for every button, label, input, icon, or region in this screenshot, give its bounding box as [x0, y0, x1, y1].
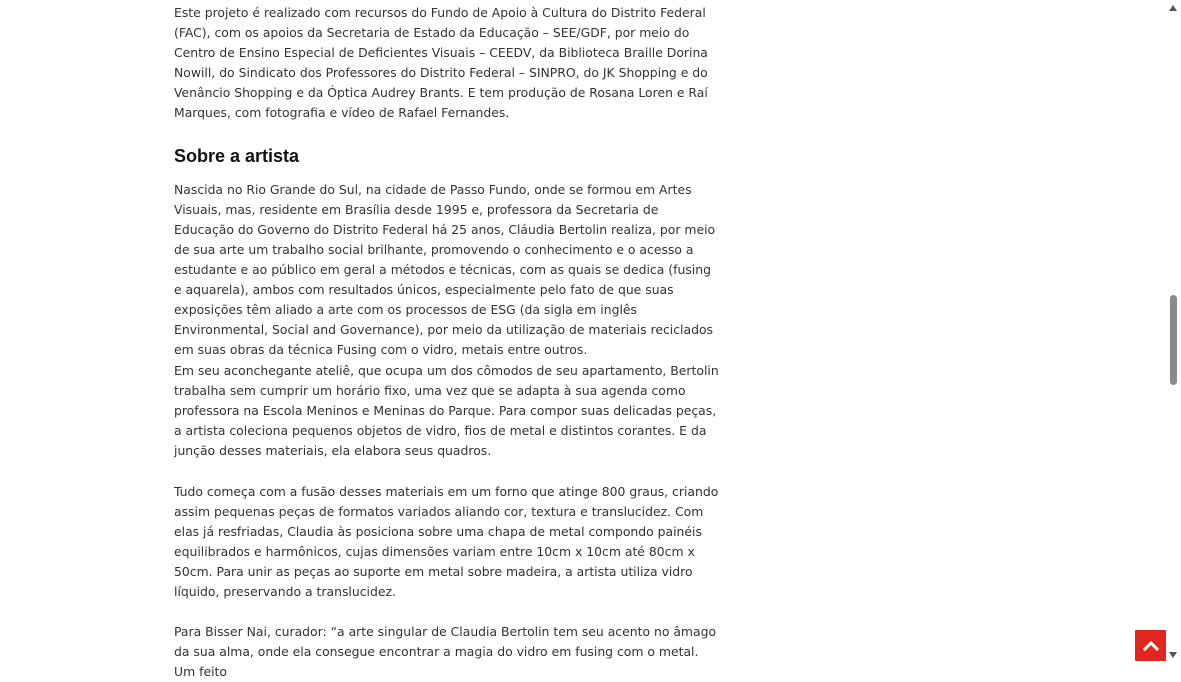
- back-to-top-button[interactable]: [1135, 630, 1166, 661]
- page-scrollbar[interactable]: [1166, 0, 1181, 664]
- chevron-up-icon: [1143, 640, 1159, 651]
- scroll-up-arrow-icon[interactable]: [1169, 5, 1177, 11]
- article-paragraph: Tudo começa com a fusão desses materiais em um forno que atinge 800 graus, criando assim pequenas peças de formatos variados aliando cor, textura e translucidez. Com elas já resfriadas, Claudia às posiciona sobre uma chapa de metal compondo painéis equilibrados e harmônicos, cujas dimensões variam entre 10cm x 10cm até 80cm x 50cm. Para unir as peças ao suporte em metal sobre madeira, a artista utiliza vidro líquido, preservando a translucidez.: [174, 484, 719, 599]
- section-heading: Sobre a artista: [174, 146, 300, 166]
- scrollbar-thumb[interactable]: [1170, 295, 1177, 385]
- scroll-down-arrow-icon[interactable]: [1169, 652, 1177, 658]
- article-paragraph: Para Bisser Nai, curador: “a arte singular de Claudia Bertolin tem seu acento no âmago da sua alma, onde ela consegue encontrar a magia do vidro em fusing com o metal. Um feito: [174, 624, 717, 679]
- article-paragraph: Em seu aconchegante ateliê, que ocupa um dos cômodos de seu apartamento, Bertolin trabalha sem cumprir um horário fixo, uma vez que se adapta à sua agenda como professora na Escola Meninos e Meninas do Parque. Para compor suas delicadas peças, a artista coleciona pequenos objetos de vidro, fios de metal e distintos corantes. E da junção desses materiais, ela elabora seus quadros.: [174, 363, 719, 458]
- article-paragraph: Nascida no Rio Grande do Sul, na cidade de Passo Fundo, onde se formou em Artes Visuais, mas, residente em Brasília desde 1995 e, professora da Secretaria de Educação do Governo do Distrito Federal há 25 anos, Cláudia Bertolin realiza, por meio de sua arte um trabalho social brilhante, promovendo o conhecimento e o acesso a estudante e ao público em geral a métodos e técnicas, com as quais se dedica (fusing e aquarela), ambos com resultados únicos, especialmente pelo fato de que suas exposições têm aliado a arte com os processos de ESG (da sigla em inglês Environmental, Social and Governance), por meio da utilização de materiais reciclados em suas obras da técnica Fusing com o vidro, metais entre outros.: [174, 182, 716, 357]
- article-paragraph: Este projeto é realizado com recursos do Fundo de Apoio à Cultura do Distrito Federal (FAC), com os apoios da Secretaria de Estado da Educação – SEE/GDF, por meio do Centro de Ensino Especial de Deficientes Visuais – CEEDV, da Biblioteca Braille Dorina Nowill, do Sindicato dos Professores do Distrito Federal – SINPRO, do JK Shopping e do Venâncio Shopping e da Óptica Audrey Brants. E tem produção de Rosana Loren e Raí Marques, com fotografia e vídeo de Rafael Fernandes.: [174, 5, 708, 120]
